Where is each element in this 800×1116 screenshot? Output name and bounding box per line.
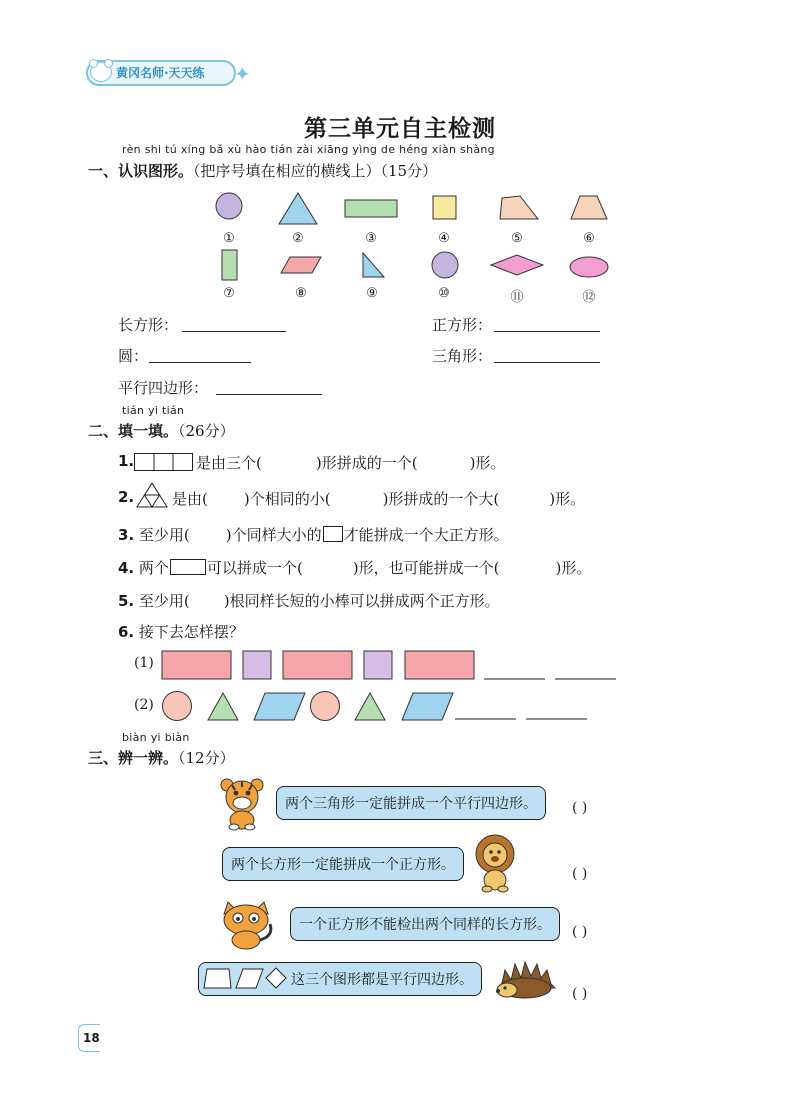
q6-text: 接下去怎样摆？ xyxy=(138,623,244,641)
q2-number: 2. xyxy=(118,488,135,506)
pattern1-long-rect-3 xyxy=(405,651,474,679)
brand-name: 黄冈名师·天天练 xyxy=(116,66,205,80)
page-number: 18 xyxy=(78,1024,100,1052)
section3-heading-main: 三、辨一辨。 xyxy=(88,749,179,767)
q4-part-c: )形，也可能拼成一个( xyxy=(352,559,500,577)
answer-paren-4[interactable]: ( ) xyxy=(572,986,588,1002)
shape-number-12: ⑫ xyxy=(582,290,596,305)
shape-number-7: ⑦ xyxy=(223,286,235,301)
q4-part-b: 可以拼成一个( xyxy=(206,559,303,577)
page-title: 第三单元自主检测 xyxy=(304,116,496,142)
pattern2-triangle-2 xyxy=(355,693,385,720)
q1-part-a: 是由三个( xyxy=(196,454,262,472)
pattern1-long-rect-1 xyxy=(162,651,231,679)
shape-number-3: ③ xyxy=(365,231,377,246)
statement-2: 两个长方形一定能拼成一个正方形。 xyxy=(231,857,455,873)
label-square: 正方形： xyxy=(432,316,493,334)
q6-number: 6. xyxy=(118,623,135,641)
shape-number-9: ⑨ xyxy=(366,286,378,301)
q2-part-d: )形。 xyxy=(549,490,586,508)
q2-part-b: )个相同的小( xyxy=(243,490,331,508)
pattern2-circle-2 xyxy=(311,692,340,721)
q2-part-a: 是由( xyxy=(172,490,208,508)
hedgehog-icon xyxy=(495,958,559,1000)
section3-pinyin: biàn yi biàn xyxy=(122,731,190,744)
q3-part-c: 才能拼成一个大正方形。 xyxy=(343,526,509,544)
section1-pinyin: rèn shi tú xíng bǎ xù hào tián zài xiāng yìng de héng xiàn shàng xyxy=(122,143,495,156)
statement-3: 一个正方形不能检出两个同样的长方形。 xyxy=(299,917,551,933)
q3-number: 3. xyxy=(118,526,135,544)
q5-part-b: )根同样长短的小棒可以拼成两个正方形。 xyxy=(223,592,500,610)
pattern2-triangle-1 xyxy=(208,693,238,720)
answer-paren-3[interactable]: ( ) xyxy=(572,924,588,940)
q3-part-b: )个同样大小的 xyxy=(225,526,322,544)
rhombus-outline xyxy=(266,968,286,988)
shape-number-10: ⑩ xyxy=(438,286,450,301)
cat-icon xyxy=(218,902,276,950)
section2-heading-main: 二、填一填。 xyxy=(88,422,179,440)
statement-3-bubble xyxy=(290,907,560,941)
q6-row2-label: (2) xyxy=(134,697,154,713)
tiger-icon xyxy=(218,778,268,830)
shape-number-4: ④ xyxy=(438,231,450,246)
label-parallelogram: 平行四边形： xyxy=(118,379,209,397)
section3-heading xyxy=(88,747,235,768)
statement-2-bubble xyxy=(222,847,464,881)
answer-paren-1[interactable]: ( ) xyxy=(572,800,588,816)
shape-number-5: ⑤ xyxy=(511,231,523,246)
star-icon: ✦ xyxy=(234,62,251,86)
pattern1-long-rect-2 xyxy=(283,651,352,679)
answer-paren-2[interactable]: ( ) xyxy=(572,866,588,882)
q5-number: 5. xyxy=(118,592,135,610)
q1-part-b: )形拼成的一个( xyxy=(315,454,418,472)
label-circle: 圆： xyxy=(118,347,149,365)
q2-part-c: )形拼成的一个大( xyxy=(382,490,500,508)
q1-number: 1. xyxy=(118,452,135,470)
shape-number-6: ⑥ xyxy=(583,231,595,246)
label-triangle: 三角形： xyxy=(432,347,493,365)
statement-4-shapes-icon xyxy=(203,966,293,990)
section1-heading-main: 一、认识图形。 xyxy=(88,162,194,180)
shape-number-8: ⑧ xyxy=(295,286,307,301)
section2-pinyin: tián yi tián xyxy=(122,404,185,417)
pattern2-parallelogram-2 xyxy=(402,693,453,720)
section3-heading-rest: （12分） xyxy=(178,749,235,767)
shape-number-2: ② xyxy=(292,231,304,246)
statement-4: 这三个图形都是平行四边形。 xyxy=(291,972,473,988)
pattern1-square-2 xyxy=(364,651,392,679)
shape-number-11: ⑪ xyxy=(510,290,524,305)
q3-part-a: 至少用( xyxy=(138,526,190,544)
label-rectangle: 长方形： xyxy=(118,316,179,334)
q4-part-a: 两个 xyxy=(138,559,169,577)
statement-1-bubble xyxy=(276,786,546,820)
pattern2-parallelogram-1 xyxy=(254,693,305,720)
shape-number-1: ① xyxy=(223,231,235,246)
q4-number: 4. xyxy=(118,559,135,577)
pattern1-square-1 xyxy=(243,651,271,679)
pattern2-circle-1 xyxy=(163,692,192,721)
q1-part-c: )形。 xyxy=(469,454,506,472)
q6-row1-label: (1) xyxy=(134,655,154,671)
lion-icon xyxy=(470,834,520,892)
section2-heading-rest: （26分） xyxy=(178,422,235,440)
parallelogram-outline xyxy=(236,969,263,988)
section1-heading-rest: （把序号填在相应的横线上）（15分） xyxy=(193,162,438,180)
trapezoid-outline xyxy=(204,969,231,988)
statement-1: 两个三角形一定能拼成一个平行四边形。 xyxy=(285,796,537,812)
q5-part-a: 至少用( xyxy=(138,592,190,610)
q4-part-d: )形。 xyxy=(555,559,592,577)
